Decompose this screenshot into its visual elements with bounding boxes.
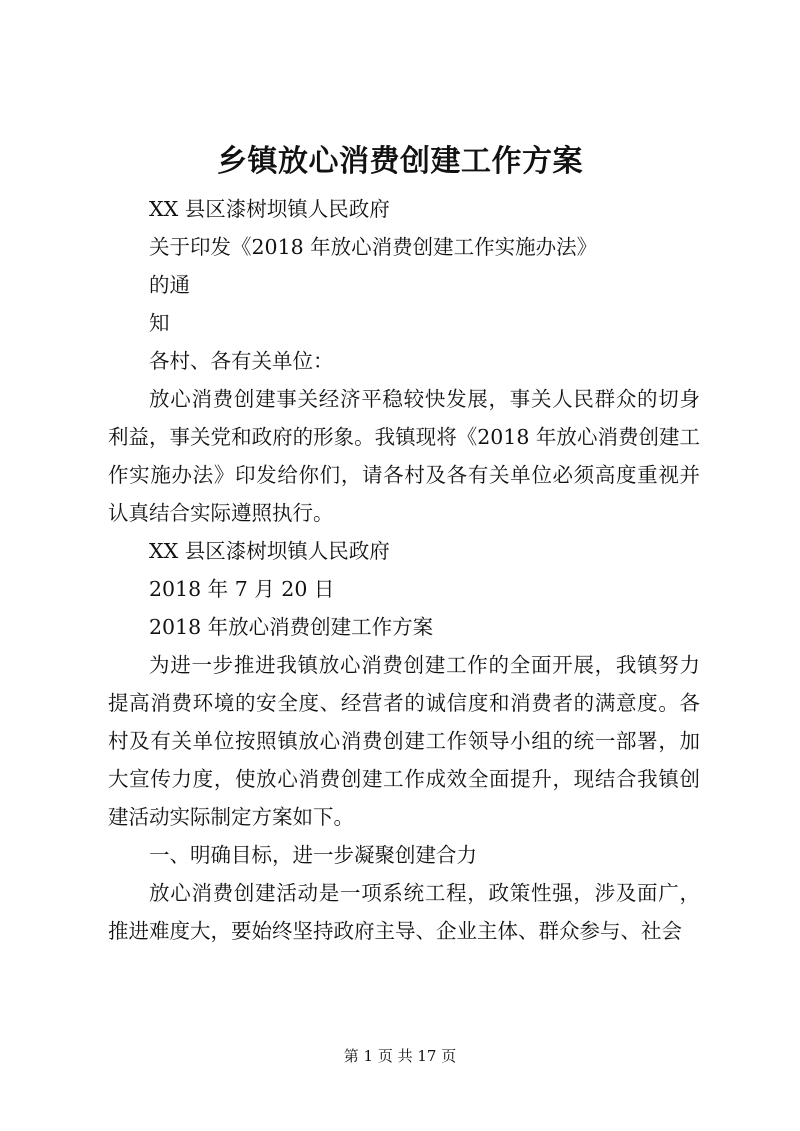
section-heading-1: 一、明确目标，进一步凝聚创建合力 [149, 843, 477, 867]
page-number-footer: 第 1 页 共 17 页 [343, 1047, 457, 1065]
issuer-line: XX 县区漆树坝镇人民政府 [149, 197, 390, 221]
signature-date: 2018 年 7 月 20 日 [149, 577, 335, 601]
paragraph-3: 放心消费创建活动是一项系统工程，政策性强，涉及面广，推进难度大，要始终坚持政府主导、企业主体、群众参与、社会 [108, 881, 700, 943]
paragraph-2: 为进一步推进我镇放心消费创建工作的全面开展，我镇努力提高消费环境的安全度、经营者的诚信度和消费者的满意度。各村及有关单位按照镇放心消费创建工作领导小组的统一部署，加大宣传力度，使放心消费创建工作成效全面提升，现结合我镇创建活动实际制定方案如下。 [108, 653, 700, 829]
notice-title-line-2: 的通 [149, 273, 190, 297]
salutation-line: 各村、各有关单位： [149, 349, 334, 373]
document-body [108, 190, 700, 950]
notice-title-line-1: 关于印发《2018 年放心消费创建工作实施办法》 [149, 235, 598, 259]
notice-title-line-3: 知 [149, 311, 170, 335]
document-title: 乡镇放心消费创建工作方案 [217, 144, 583, 179]
signature-issuer: XX 县区漆树坝镇人民政府 [149, 539, 390, 563]
plan-title: 2018 年放心消费创建工作方案 [149, 615, 434, 639]
paragraph-1: 放心消费创建事关经济平稳较快发展，事关人民群众的切身利益，事关党和政府的形象。我镇现将《2018 年放心消费创建工作实施办法》印发给你们，请各村及各有关单位必须高度重视并认真结合实际遵照执行。 [108, 387, 700, 525]
